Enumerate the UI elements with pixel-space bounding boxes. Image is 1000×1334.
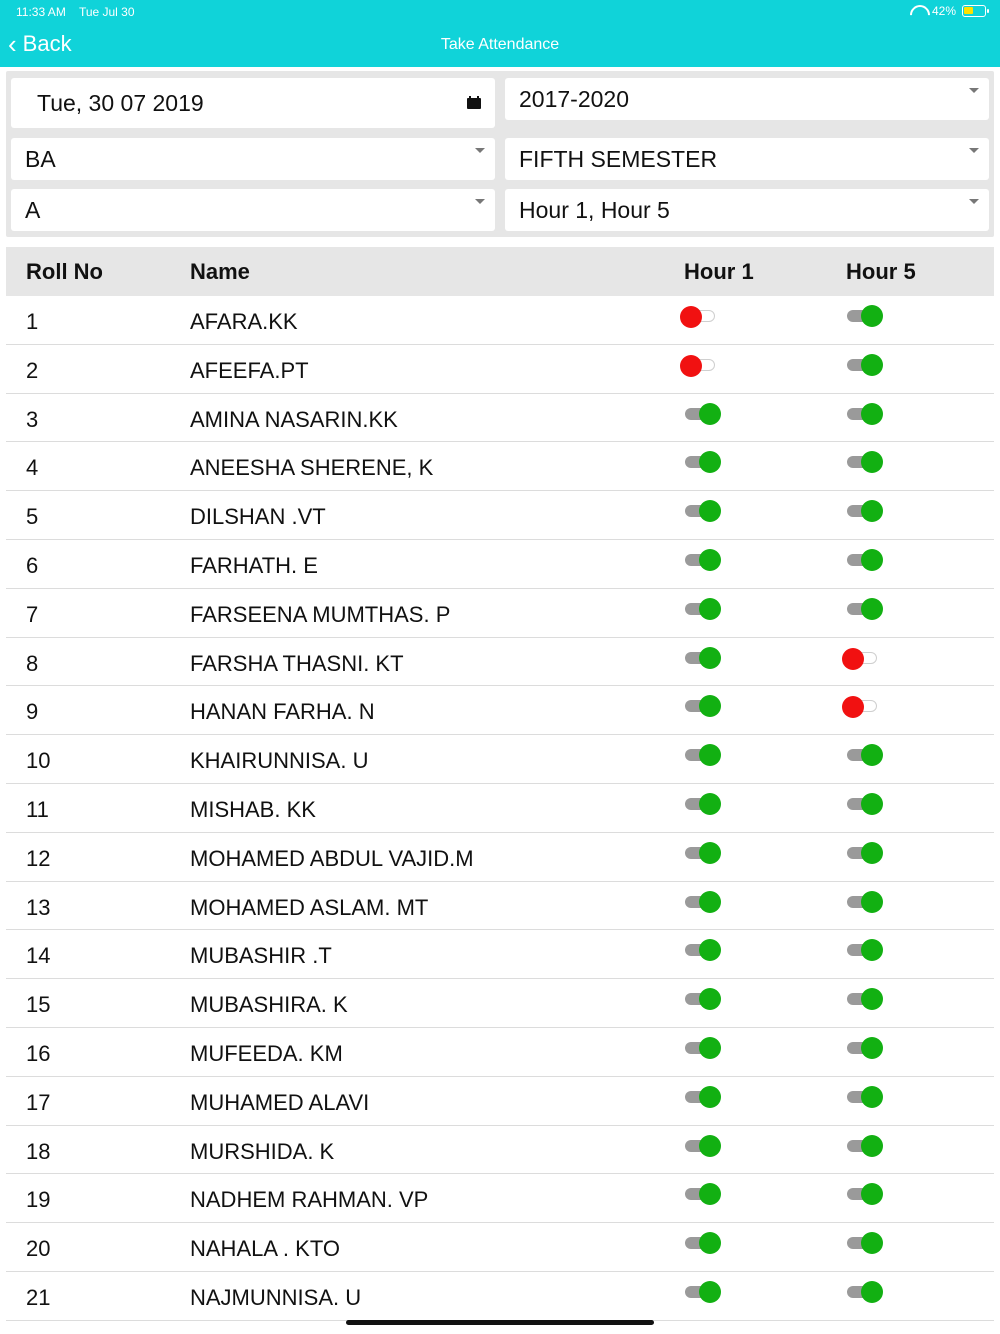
filter-panel [6, 71, 994, 237]
roll-number: 1 [26, 309, 39, 334]
roll-number: 15 [26, 992, 51, 1018]
hour-1-toggle[interactable] [685, 700, 715, 712]
date-value: Tue, 30 07 2019 [37, 89, 204, 116]
roll-number: 11 [26, 796, 49, 822]
hour-5-toggle[interactable] [847, 700, 877, 712]
student-name: NADHEM RAHMAN. VP [190, 1187, 429, 1213]
course-value: BA [25, 145, 56, 172]
table-row [6, 589, 994, 638]
hour-5-toggle[interactable] [847, 944, 877, 956]
table-row [6, 1028, 994, 1077]
student-name: DILSHAN .VT [190, 504, 326, 530]
hour-5-toggle[interactable] [847, 1042, 877, 1054]
status-time: 11:33 AM [16, 5, 66, 19]
table-header [6, 247, 994, 296]
student-name: AFEEFA.PT [190, 357, 309, 383]
table-row [6, 1272, 994, 1321]
toggle-knob [699, 1086, 721, 1108]
hour-1-toggle[interactable] [685, 1042, 715, 1054]
student-name: MUFEEDA. KM [190, 1040, 343, 1066]
roll-number: 17 [26, 1089, 51, 1115]
table-row [6, 930, 994, 979]
hour-1-toggle[interactable] [685, 944, 715, 956]
hour-5-toggle[interactable] [847, 749, 877, 761]
hour-5-toggle[interactable] [847, 603, 877, 615]
table-row [6, 638, 994, 687]
roll-number: 13 [26, 894, 51, 920]
hour-5-toggle[interactable] [847, 896, 877, 908]
table-row [6, 784, 994, 833]
hour-5-toggle[interactable] [847, 1237, 877, 1249]
roll-number: 10 [26, 748, 51, 774]
roll-number: 6 [26, 552, 39, 578]
student-name: MISHAB. KK [190, 796, 316, 822]
hour-5-toggle[interactable] [847, 1091, 877, 1103]
chevron-down-icon [475, 148, 485, 153]
toggle-knob [861, 1232, 883, 1254]
hours-value: Hour 1, Hour 5 [519, 196, 670, 223]
chevron-left-icon: ‹ [8, 29, 17, 59]
roll-number: 2 [26, 357, 39, 383]
student-name: MURSHIDA. K [190, 1138, 335, 1164]
table-body [6, 296, 994, 1321]
toggle-knob [699, 1232, 721, 1254]
toggle-knob [699, 1281, 721, 1303]
toggle-knob [699, 939, 721, 961]
battery-percent: 42% [931, 4, 956, 18]
status-bar-left [16, 5, 145, 19]
toggle-knob [861, 354, 883, 376]
top-bar [0, 0, 1000, 67]
roll-number: 7 [26, 601, 39, 627]
hour-1-toggle[interactable] [685, 1140, 715, 1152]
roll-number: 20 [26, 1236, 51, 1262]
hour-5-toggle[interactable] [847, 310, 877, 322]
semester-select[interactable] [505, 138, 989, 180]
hour-1-toggle[interactable] [685, 310, 715, 322]
toggle-knob [699, 403, 721, 425]
batch-select[interactable] [505, 78, 989, 120]
home-indicator [346, 1320, 654, 1325]
table-row [6, 1174, 994, 1223]
hour-1-toggle[interactable] [685, 1188, 715, 1200]
date-picker[interactable] [11, 78, 495, 128]
student-name: MUHAMED ALAVI [190, 1089, 370, 1115]
toggle-knob [699, 1135, 721, 1157]
toggle-knob [699, 1037, 721, 1059]
toggle-knob [842, 648, 864, 670]
toggle-knob [861, 403, 883, 425]
toggle-knob [861, 988, 883, 1010]
hour-5-toggle[interactable] [847, 847, 877, 859]
table-row [6, 296, 994, 345]
hours-select[interactable] [505, 189, 989, 231]
hour-1-toggle[interactable] [685, 603, 715, 615]
hour-1-toggle[interactable] [685, 993, 715, 1005]
roll-number: 5 [26, 504, 39, 530]
table-row [6, 882, 994, 931]
hour-5-toggle[interactable] [847, 652, 877, 664]
table-row [6, 540, 994, 589]
hour-1-toggle[interactable] [685, 1286, 715, 1298]
toggle-knob [861, 1281, 883, 1303]
toggle-knob [861, 451, 883, 473]
roll-number: 3 [26, 406, 39, 432]
course-select[interactable] [11, 138, 495, 180]
table-row [6, 1077, 994, 1126]
student-name: MUBASHIRA. K [190, 992, 348, 1018]
hour-5-toggle[interactable] [847, 359, 877, 371]
toggle-knob [699, 695, 721, 717]
status-date: Tue Jul 30 [78, 5, 135, 19]
chevron-down-icon [969, 88, 979, 93]
toggle-knob [861, 891, 883, 913]
toggle-knob [699, 744, 721, 766]
division-select[interactable] [11, 189, 495, 231]
page-title: Take Attendance [440, 36, 560, 53]
header-hour-5: Hour 5 [846, 258, 916, 284]
student-name: MOHAMED ABDUL VAJID.M [190, 845, 474, 871]
header-name: Name [190, 258, 250, 284]
hour-1-toggle[interactable] [685, 456, 715, 468]
table-row [6, 833, 994, 882]
student-name: ANEESHA SHERENE, K [190, 455, 434, 481]
table-row [6, 394, 994, 443]
toggle-knob [861, 842, 883, 864]
hour-1-toggle[interactable] [685, 749, 715, 761]
toggle-knob [699, 891, 721, 913]
roll-number: 9 [26, 699, 39, 725]
toggle-knob [861, 1037, 883, 1059]
toggle-knob [861, 939, 883, 961]
wifi-icon [910, 5, 926, 17]
toggle-knob [699, 549, 721, 571]
roll-number: 18 [26, 1138, 51, 1164]
hour-5-toggle[interactable] [847, 1286, 877, 1298]
student-name: NAJMUNNISA. U [190, 1284, 362, 1310]
toggle-knob [699, 647, 721, 669]
table-row [6, 345, 994, 394]
hour-5-toggle[interactable] [847, 1140, 877, 1152]
toggle-knob [861, 1135, 883, 1157]
student-name: MOHAMED ASLAM. MT [190, 894, 429, 920]
hour-5-toggle[interactable] [847, 408, 877, 420]
toggle-knob [699, 842, 721, 864]
roll-number: 8 [26, 650, 39, 676]
table-row [6, 686, 994, 735]
hour-1-toggle[interactable] [685, 1091, 715, 1103]
student-name: FARHATH. E [190, 552, 318, 578]
roll-number: 16 [26, 1040, 51, 1066]
toggle-knob [699, 451, 721, 473]
hour-1-toggle[interactable] [685, 408, 715, 420]
student-name: FARSHA THASNI. KT [190, 650, 404, 676]
toggle-knob [861, 500, 883, 522]
roll-number: 14 [26, 943, 51, 969]
battery-icon [962, 5, 986, 17]
student-name: FARSEENA MUMTHAS. P [190, 601, 451, 627]
chevron-down-icon [475, 199, 485, 204]
toggle-knob [699, 1183, 721, 1205]
student-name: MUBASHIR .T [190, 943, 332, 969]
roll-number: 4 [26, 455, 39, 481]
hour-1-toggle[interactable] [685, 505, 715, 517]
hour-1-toggle[interactable] [685, 652, 715, 664]
hour-5-toggle[interactable] [847, 1188, 877, 1200]
header-roll-no: Roll No [26, 258, 103, 284]
student-name: AFARA.KK [190, 309, 298, 334]
hour-1-toggle[interactable] [685, 1237, 715, 1249]
semester-value: FIFTH SEMESTER [519, 145, 718, 172]
status-bar-right [910, 4, 986, 18]
division-value: A [25, 196, 41, 223]
chevron-down-icon [969, 199, 979, 204]
table-row [6, 735, 994, 784]
back-label: Back [22, 31, 72, 56]
toggle-knob [699, 598, 721, 620]
toggle-knob [861, 305, 883, 327]
toggle-knob [861, 1086, 883, 1108]
toggle-knob [861, 1183, 883, 1205]
hour-1-toggle[interactable] [685, 847, 715, 859]
table-row [6, 442, 994, 491]
table-row [6, 491, 994, 540]
toggle-knob [699, 500, 721, 522]
student-name: AMINA NASARIN.KK [190, 406, 398, 432]
chevron-down-icon [969, 148, 979, 153]
student-name: NAHALA . KTO [190, 1236, 340, 1262]
roll-number: 12 [26, 845, 51, 871]
table-row [6, 979, 994, 1028]
calendar-icon [467, 98, 481, 109]
hour-1-toggle[interactable] [685, 896, 715, 908]
toggle-knob [680, 306, 702, 328]
hour-1-toggle[interactable] [685, 359, 715, 371]
hour-5-toggle[interactable] [847, 456, 877, 468]
toggle-knob [699, 988, 721, 1010]
toggle-knob [699, 793, 721, 815]
student-name: KHAIRUNNISA. U [190, 748, 369, 774]
toggle-knob [861, 793, 883, 815]
table-row [6, 1126, 994, 1175]
hour-1-toggle[interactable] [685, 554, 715, 566]
hour-5-toggle[interactable] [847, 505, 877, 517]
student-name: HANAN FARHA. N [190, 699, 375, 725]
hour-5-toggle[interactable] [847, 554, 877, 566]
roll-number: 19 [26, 1187, 51, 1213]
toggle-knob [680, 355, 702, 377]
toggle-knob [861, 598, 883, 620]
header-hour-1: Hour 1 [684, 258, 754, 284]
hour-5-toggle[interactable] [847, 798, 877, 810]
batch-value: 2017-2020 [519, 85, 629, 112]
roll-number: 21 [26, 1284, 51, 1310]
hour-1-toggle[interactable] [685, 798, 715, 810]
hour-5-toggle[interactable] [847, 993, 877, 1005]
toggle-knob [842, 696, 864, 718]
table-row [6, 1223, 994, 1272]
toggle-knob [861, 744, 883, 766]
attendance-table [6, 247, 994, 1321]
toggle-knob [861, 549, 883, 571]
